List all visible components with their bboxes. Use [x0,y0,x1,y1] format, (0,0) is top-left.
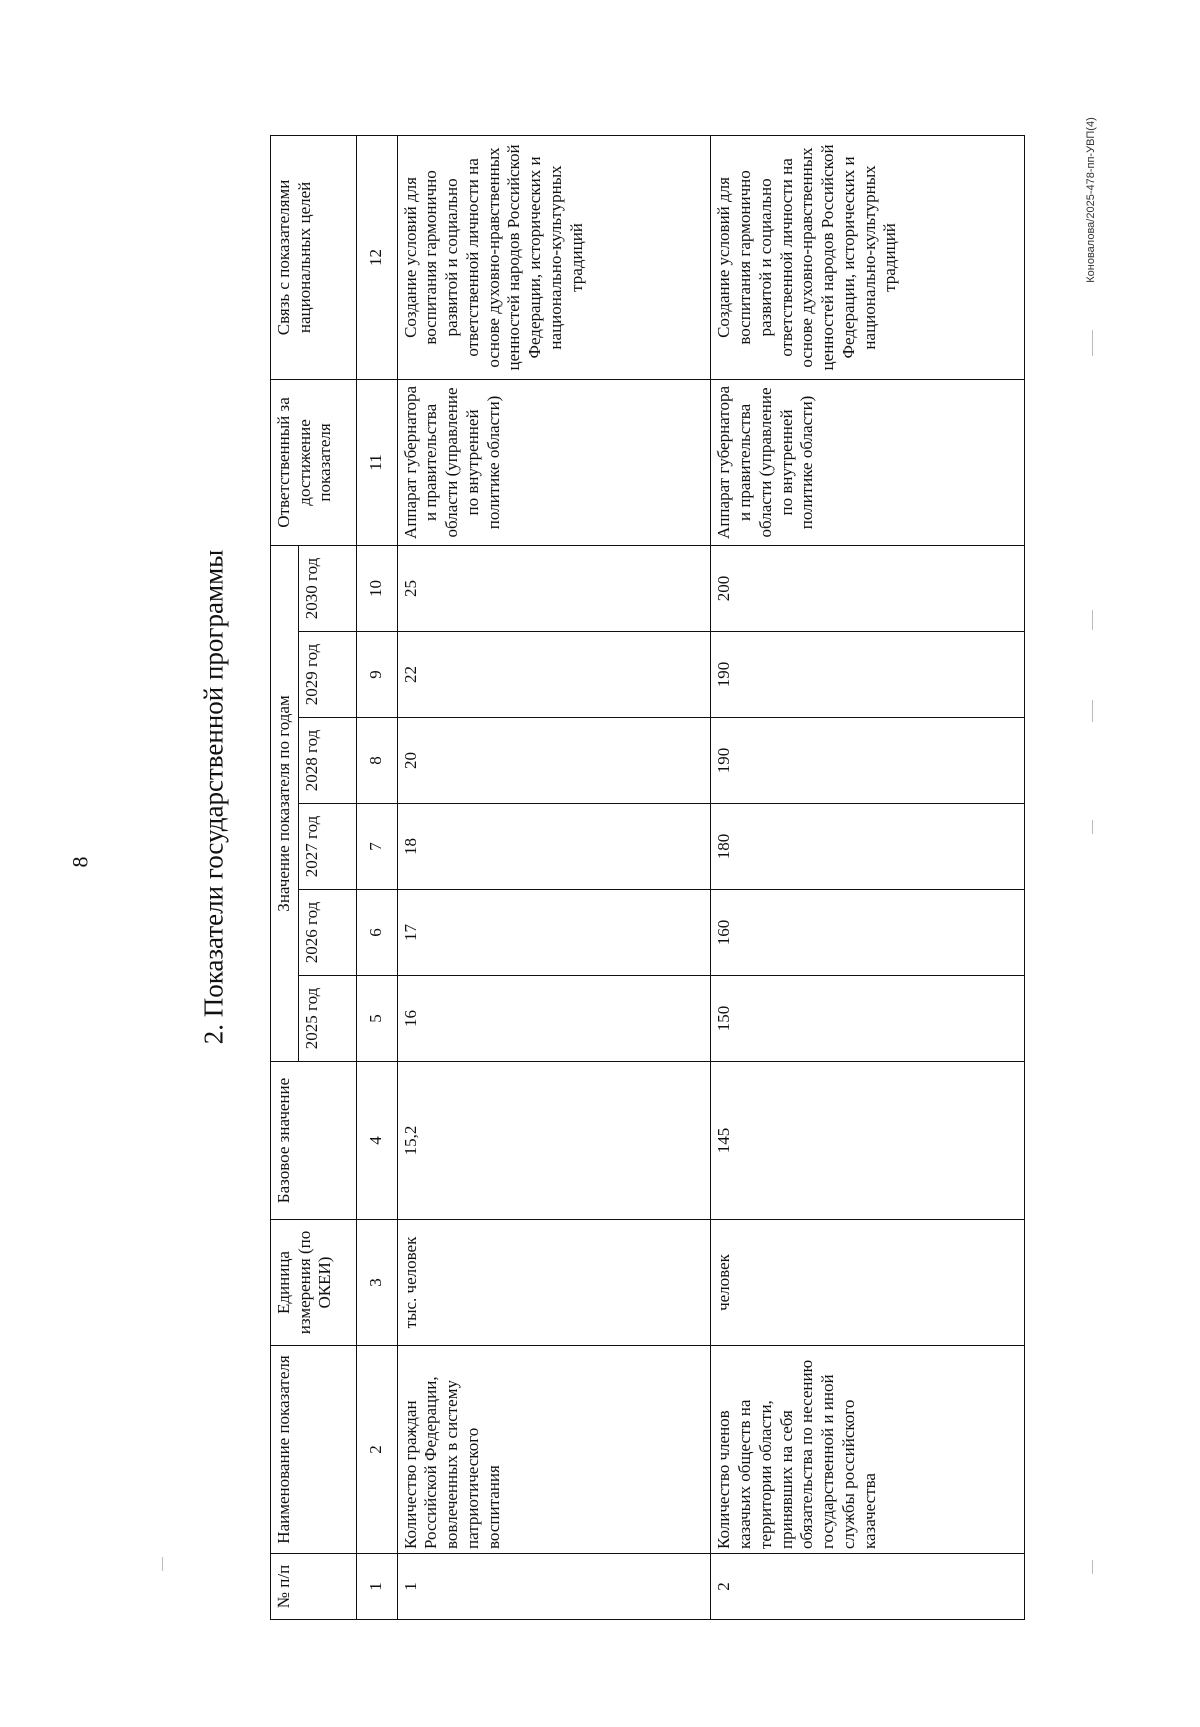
header-responsible: Ответственный за достижение показателя [271,379,357,545]
year-value: 18 [397,804,711,890]
header-year: 2025 год [298,976,356,1062]
header-link: Связь с показателями национальных целей [271,135,357,379]
column-number: 5 [356,976,397,1062]
national-goal-link: Создание условий для воспитания гармонично развитой и социально ответственной личности на основе духовно-нравственных ценностей народов Российской Федерации, исторических и национально-культурных традиций [397,135,711,379]
column-number: 7 [356,804,397,890]
column-number: 3 [356,1220,397,1346]
base-value: 145 [711,1062,1025,1220]
column-number: 12 [356,135,397,379]
column-number: 11 [356,379,397,545]
header-year: 2028 год [298,718,356,804]
base-value: 15,2 [397,1062,711,1220]
header-year: 2029 год [298,632,356,718]
year-value: 17 [397,890,711,976]
table-row [397,135,711,1619]
row-num: 2 [711,1554,1025,1620]
year-value: 190 [711,632,1025,718]
year-value: 200 [711,545,1025,631]
responsible: Аппарат губернатора и правительства области (управление по внутренней политике области) [711,379,1025,545]
margin-mark [1092,700,1093,722]
column-number: 10 [356,545,397,631]
unit: человек [711,1220,1025,1346]
section-title: 2. Показатели государственной программы [198,549,229,1045]
year-value: 190 [711,718,1025,804]
year-value: 20 [397,718,711,804]
indicators-table [270,135,1025,1620]
document-registration-code: Коновалова/2025-478-пп-УВП(4) [1085,117,1097,283]
margin-mark [1092,820,1093,834]
year-value: 180 [711,804,1025,890]
header-year: 2026 год [298,890,356,976]
header-unit: Единица измерения (по ОКЕИ) [271,1220,357,1346]
page-number: 8 [67,856,93,868]
indicators-table-container [270,144,1025,1620]
year-value: 16 [397,976,711,1062]
margin-mark [162,1557,163,1571]
responsible: Аппарат губернатора и правительства области (управление по внутренней политике области) [397,379,711,545]
column-number: 9 [356,632,397,718]
column-number: 2 [356,1346,397,1554]
header-values-group: Значение показателя по годам [271,545,299,1061]
margin-mark [1092,610,1093,630]
margin-mark [1092,330,1093,356]
margin-mark [1092,1560,1093,1574]
year-value: 160 [711,890,1025,976]
column-number: 4 [356,1062,397,1220]
national-goal-link: Создание условий для воспитания гармонично развитой и социально ответственной личности на основе духовно-нравственных ценностей народов Российской Федерации, исторических и национально-культурных традиций [711,135,1025,379]
year-value: 25 [397,545,711,631]
year-value: 22 [397,632,711,718]
header-num: № п/п [271,1554,357,1620]
column-number: 1 [356,1554,397,1620]
header-year: 2030 год [298,545,356,631]
header-name: Наименование показателя [271,1346,357,1554]
unit: тыс. человек [397,1220,711,1346]
column-number: 6 [356,890,397,976]
header-year: 2027 год [298,804,356,890]
table-row [711,135,1025,1619]
indicator-name: Количество членов казачьих обществ на территории области, принявших на себя обязательства по несению государственной и иной службы российского казачества [711,1346,1025,1554]
year-value: 150 [711,976,1025,1062]
row-num: 1 [397,1554,711,1620]
indicator-name: Количество граждан Российской Федерации, вовлеченных в систему патриотического воспитания [397,1346,711,1554]
header-base: Базовое значение [271,1062,357,1220]
column-number: 8 [356,718,397,804]
